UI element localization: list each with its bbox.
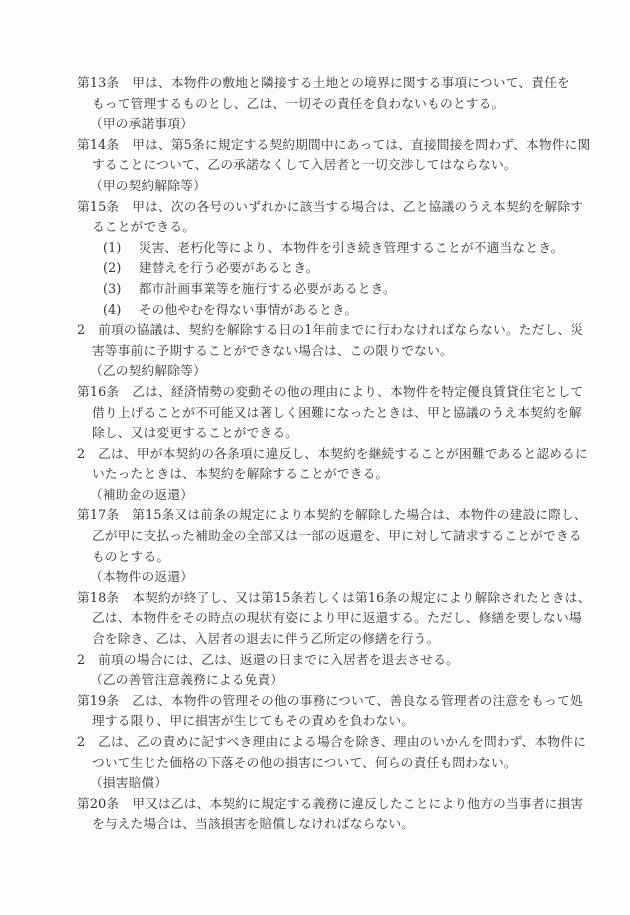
document-line: （甲の契約解除等） <box>90 177 206 193</box>
document-line: することについて、乙の承諾なくして入居者と一切交渉してはならない。 <box>92 157 517 173</box>
document-line: ものとする。 <box>92 548 170 564</box>
document-line: 除し、又は変更することができる。 <box>92 425 299 441</box>
document-line: (2) 建替えを行う必要があるとき。 <box>103 260 319 276</box>
document-line: もって管理するものとし、乙は、一切その責任を負わないものとする。 <box>92 95 505 111</box>
document-line: 2 前項の場合には、乙は、返還の日までに入居者を退去させる。 <box>77 651 460 667</box>
document-line: 2 乙は、甲が本契約の各条項に違反し、本契約を継続することが困難であると認めるに <box>77 445 588 461</box>
document-line: （本物件の返還） <box>90 569 194 585</box>
document-line: （乙の契約解除等） <box>90 363 206 379</box>
document-line: 2 前項の協議は、契約を解除する日の1年前までに行わなければならない。ただし、災 <box>77 322 584 338</box>
document-line: 理する限り、甲に損害が生じてもその責めを負わない。 <box>92 713 415 729</box>
document-line: (3) 都市計画事業等を施行する必要があるとき。 <box>103 280 396 296</box>
document-line: 第19条 乙は、本物件の管理その他の事務について、善良なる管理者の注意をもって処 <box>77 692 583 708</box>
document-line: 害等事前に予期することができない場合は、この限りでない。 <box>92 342 453 358</box>
document-line: （損害賠償） <box>90 775 168 791</box>
document-line: 第20条 甲又は乙は、本契約に規定する義務に違反したことにより他方の当事者に損害 <box>77 795 584 811</box>
document-line: （乙の善管注意義務による免責） <box>90 672 284 688</box>
document-line: (1) 災害、老朽化等により、本物件を引き続き管理することが不適当なとき。 <box>103 239 564 255</box>
document-line: 乙は、本物件をその時点の現状有姿により甲に返還する。ただし、修繕を要しない場 <box>92 610 582 626</box>
document-line: いたったときは、本契約を解除することができる。 <box>92 466 389 482</box>
document-line: （補助金の返還） <box>90 486 194 502</box>
document-line: 第18条 本契約が終了し、又は第15条若しくは第16条の規定により解除されたときは、 <box>77 589 591 605</box>
document-line: 借り上げることが不可能又は著しく困難になったときは、甲と協議のうえ本契約を解 <box>92 404 582 420</box>
document-line: 第15条 甲は、次の各号のいずれかに該当する場合は、乙と協議のうえ本契約を解除す <box>77 198 584 214</box>
document-line: 第13条 甲は、本物件の敷地と隣接する土地との境界に関する事項について、責任を <box>77 75 570 90</box>
document-line: 2 乙は、乙の責めに記すべき理由による場合を除き、理由のいかんを問わず、本物件に <box>77 734 587 749</box>
document-line: 合を除き、乙は、入居者の退去に伴う乙所定の修繕を行う。 <box>92 631 440 647</box>
document-line: 第16条 乙は、経済情勢の変動その他の理由により、本物件を特定優良賃貸住宅として <box>77 383 584 399</box>
document-lines <box>77 73 591 835</box>
document-line: (4) その他やむを得ない事情があるとき。 <box>103 301 358 317</box>
document-line: 乙が甲に支払った補助金の全部又は一部の返還を、甲に対して請求することができる <box>92 528 582 544</box>
document-line: 第14条 甲は、第5条に規定する契約期間中にあっては、直接間接を問わず、本物件に関 <box>77 136 591 152</box>
document-line: 第17条 第15条又は前条の規定により本契約を解除した場合は、本物件の建設に際し、 <box>77 507 587 523</box>
document-line: （甲の承諾事項） <box>90 116 194 132</box>
document-line: ることができる。 <box>92 219 196 235</box>
document-line: ついて生じた価格の下落その他の損害について、何らの責任も問わない。 <box>92 754 517 770</box>
document-line: を与えた場合は、当該損害を賠償しなければならない。 <box>92 816 415 832</box>
